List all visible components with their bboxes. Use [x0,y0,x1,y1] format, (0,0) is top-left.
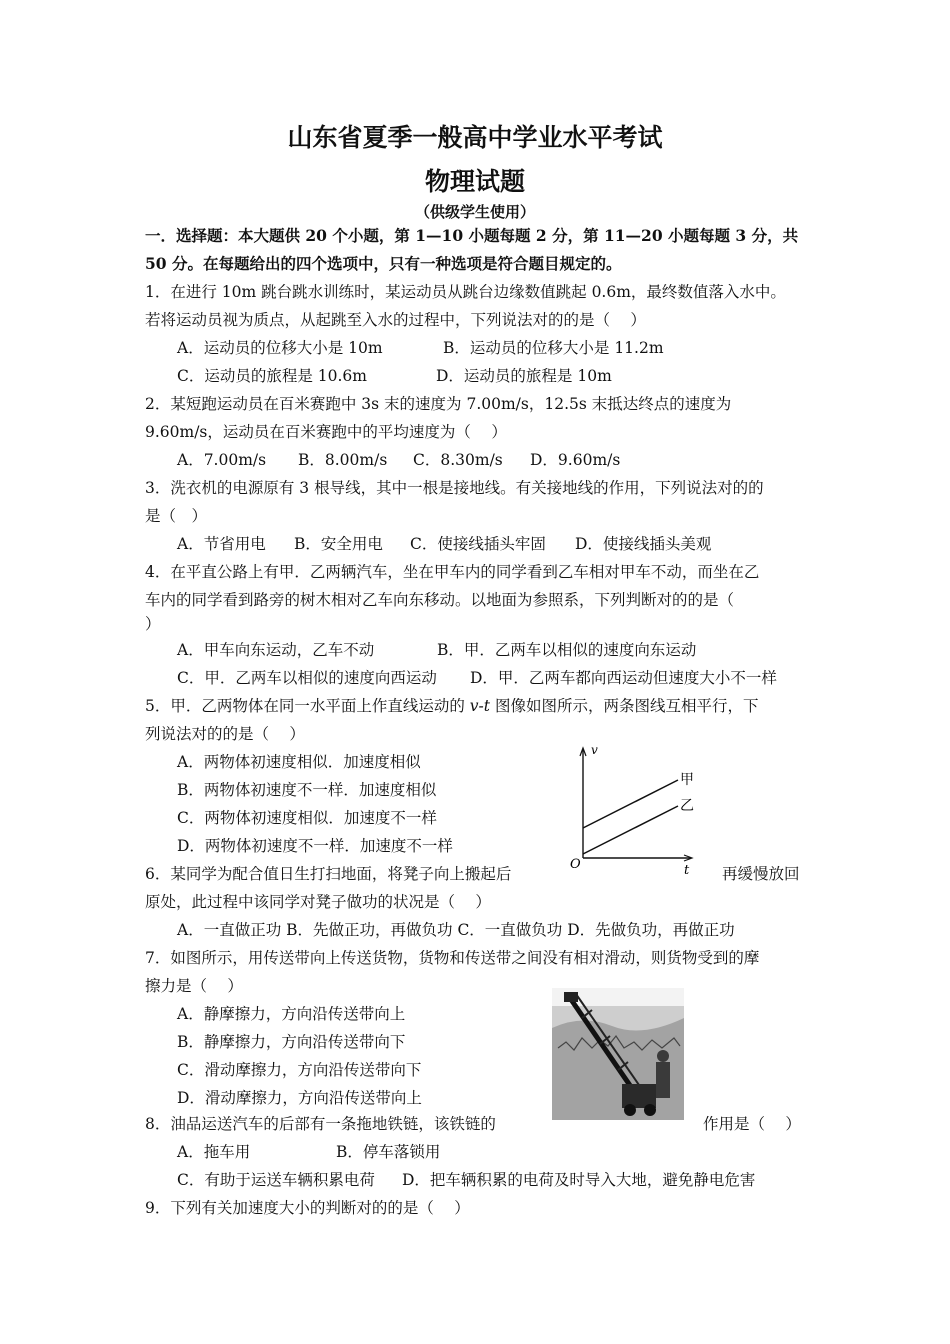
q4-stem-line2: 车内的同学看到路旁的树木相对乙车向东移动。以地面为参照系，下列判断对的的是（ [145,591,735,609]
q1-option-b: B．运动员的位移大小是 11.2m [443,339,664,357]
q2-stem-line1: 2．某短跑运动员在百米赛跑中 3s 末的速度为 7.00m/s，12.5s 末抵达终点的速度为 [145,395,732,413]
q5-option-c: C．两物体初速度相似．加速度不一样 [177,809,437,827]
q4-stem-line3: ） [145,615,161,633]
q5-option-d: D．两物体初速度不一样．加速度不一样 [177,837,453,855]
q3-stem-line2: 是（ ） [145,507,208,525]
q7-stem-line2: 擦力是（ ） [145,977,243,995]
vt-graph-origin-label: O [570,857,581,872]
q7-option-c: C．滑动摩擦力，方向沿传送带向下 [177,1061,422,1079]
conveyor-head [564,992,578,1002]
vt-graph-line-yi [583,806,678,854]
q5-stem-line1 [145,696,758,716]
q4-option-a: A．甲车向东运动，乙车不动 [177,641,375,659]
q5-stem-text-a: 5．甲．乙两物体在同一水平面上作直线运动的 [145,697,470,715]
q5-stem-line2: 列说法对的的是（ ） [145,725,305,743]
q7-stem-line1: 7．如图所示，用传送带向上传送货物，货物和传送带之间没有相对滑动，则货物受到的摩 [145,949,760,967]
q2-option-a: A．7.00m/s [177,451,267,469]
worker-figure [656,1062,670,1098]
q8-stem-line1b: 作用是（ ） [703,1115,801,1133]
q2-option-c: C．8.30m/s [413,451,503,469]
q5-vt-term: v-t [469,697,491,715]
exam-note: （供级学生使用） [414,203,535,221]
q8-option-a: A．拖车用 [177,1143,251,1161]
vt-graph-yi-label: 乙 [680,798,694,814]
q2-option-d: D．9.60m/s [530,451,621,469]
q3-option-d: D．使接线插头美观 [575,535,712,553]
q7-option-d: D．滑动摩擦力，方向沿传送带向上 [177,1089,422,1107]
exam-title: 山东省夏季一般高中学业水平考试 [287,123,663,152]
q7-option-a: A．静摩擦力，方向沿传送带向上 [177,1005,406,1023]
machine-wheel-left [624,1104,636,1116]
q5-option-b: B．两物体初速度不一样．加速度相似 [177,781,437,799]
vt-graph-v-label: v [591,743,598,757]
q8-option-c: C．有助于运送车辆积累电荷 [177,1171,375,1189]
q3-option-a: A．节省用电 [177,535,266,553]
q3-option-c: C．使接线插头牢固 [410,535,546,553]
q1-stem-line2: 若将运动员视为质点，从起跳至入水的过程中，下列说法对的的是（ ） [145,311,646,329]
q1-option-a: A．运动员的位移大小是 10m [177,339,383,357]
q1-option-c: C．运动员的旅程是 10.6m [177,367,367,385]
q4-option-c: C．甲．乙两车以相似的速度向西运动 [177,669,437,687]
q2-stem-line2: 9.60m/s，运动员在百米赛跑中的平均速度为（ ） [145,423,507,441]
conveyor-belt-photo [552,988,684,1120]
vt-graph-t-label: t [684,863,690,878]
machine-wheel-right [644,1104,656,1116]
q4-option-b: B．甲．乙两车以相似的速度向东运动 [437,641,697,659]
vt-graph-figure [566,740,706,880]
vt-graph-jia-label: 甲 [680,772,694,788]
q6-stem-line1a: 6．某同学为配合值日生打扫地面，将凳子向上搬起后 [145,865,512,883]
q6-stem-line2: 原处，此过程中该同学对凳子做功的状况是（ ） [145,893,491,911]
q5-stem-text-b: 图像如图所示，两条图线互相平行，下 [490,697,759,715]
q3-option-b: B．安全用电 [294,535,383,553]
q8-option-d: D．把车辆积累的电荷及时导入大地，避免静电危害 [402,1171,756,1189]
q1-option-d: D．运动员的旅程是 10m [436,367,612,385]
q7-option-b: B．静摩擦力，方向沿传送带向下 [177,1033,406,1051]
q6-stem-line1b: 再缓慢放回 [722,865,800,883]
q8-stem-line1a: 8．油品运送汽车的后部有一条拖地铁链，该铁链的 [145,1115,496,1133]
vt-graph-line-jia [583,780,678,828]
q4-stem-line1: 4．在平直公路上有甲．乙两辆汽车，坐在甲车内的同学看到乙车相对甲车不动，而坐在乙 [145,563,760,581]
q3-stem-line1: 3．洗衣机的电源原有 3 根导线，其中一根是接地线。有关接地线的作用，下列说法对的的 [145,479,764,497]
q1-stem-line1: 1．在进行 10m 跳台跳水训练时，某运动员从跳台边缘数值跳起 0.6m，最终数值落入水中。 [145,283,786,301]
worker-head [657,1050,669,1062]
q6-options: A．一直做正功 B．先做正功，再做负功 C．一直做负功 D．先做负功，再做正功 [177,921,735,939]
exam-subtitle: 物理试题 [424,167,525,196]
section-header-line2: 50 分。在每题给出的四个选项中，只有一种选项是符合题目规定的。 [145,254,622,273]
q9-stem-line1: 9．下列有关加速度大小的判断对的的是（ ） [145,1199,470,1217]
q2-option-b: B．8.00m/s [298,451,388,469]
section-header-line1: 一．选择题：本大题供 20 个小题，第 1—10 小题每题 2 分，第 11—20 小题每题 3 分，共 [145,226,799,245]
q4-option-d: D．甲．乙两车都向西运动但速度大小不一样 [470,669,777,687]
q8-option-b: B．停车落锁用 [336,1143,441,1161]
q5-option-a: A．两物体初速度相似．加速度相似 [177,753,421,771]
